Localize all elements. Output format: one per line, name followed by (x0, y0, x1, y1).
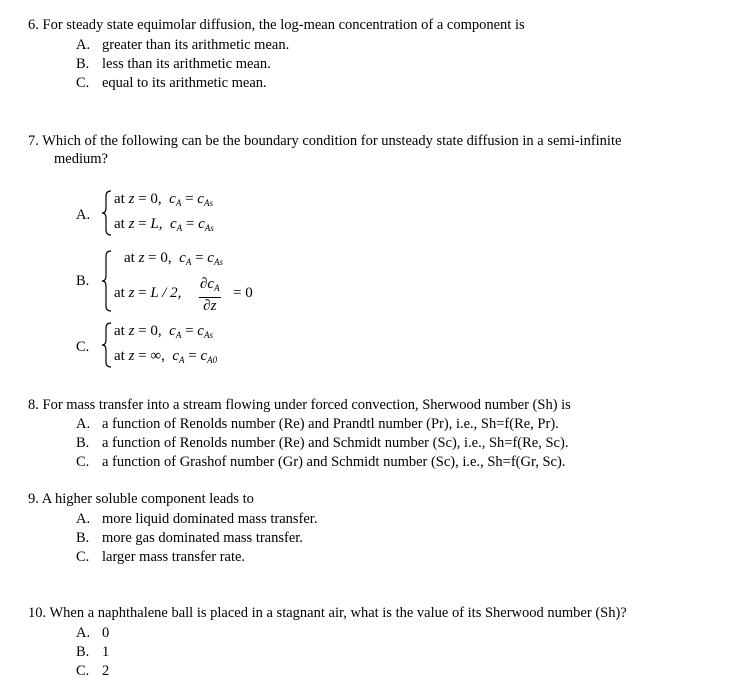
q6-option-a: A. greater than its arithmetic mean. (76, 37, 290, 53)
q10-option-c: C. 2 (76, 663, 110, 679)
q7-option-c-letter: C. (76, 339, 90, 355)
q7-a-line2: at z = L, $c_A = c_{As}$ (114, 216, 214, 233)
q7-b-line1: at z = 0, $c_A = c_{As}$ (124, 250, 223, 267)
q10-option-a: A. 0 (76, 625, 110, 641)
q6-stem: 6. For steady state equimolar diffusion, the log-mean concentration of a component is (28, 17, 525, 33)
q7-b-line2: at z = L / 2, (114, 285, 182, 301)
q8-option-b: B. a function of Renolds number (Re) and Schmidt number (Sc), i.e., Sh=f(Re, Sc). (76, 435, 569, 451)
q7-c-line1: at z = 0, $c_A = c_{As}$ (114, 323, 213, 340)
q7-stem-line2: medium? (54, 151, 108, 167)
q7-option-b-brace (101, 250, 113, 312)
q8-stem: 8. For mass transfer into a stream flowing under forced convection, Sherwood number (Sh) is (28, 397, 571, 413)
q10-stem: 10. When a naphthalene ball is placed in a stagnant air, what is the value of its Sherwood number (Sh)? (28, 605, 627, 621)
q7-stem-line1: 7. Which of the following can be the boundary condition for unsteady state diffusion in a semi-infinite (28, 133, 622, 149)
q7-option-c-brace (101, 322, 113, 368)
q9-option-c: C. larger mass transfer rate. (76, 549, 246, 565)
q7-option-b-letter: B. (76, 273, 90, 289)
q9-option-b: B. more gas dominated mass transfer. (76, 530, 303, 546)
q7-b-equals-zero: = 0 (233, 285, 253, 301)
q8-option-c: C. a function of Grashof number (Gr) and Schmidt number (Sc), i.e., Sh=f(Gr, Sc). (76, 454, 566, 470)
q7-option-a-brace (101, 190, 113, 236)
q9-stem: 9. A higher soluble component leads to (28, 491, 254, 507)
q8-option-a: A. a function of Renolds number (Re) and Prandtl number (Pr), i.e., Sh=f(Re, Pr). (76, 416, 559, 432)
q7-option-a-letter: A. (76, 207, 91, 223)
q7-b-partial-derivative: $\frac{\partial c_A}{\partial z}$ (200, 276, 220, 314)
q7-a-line1: at z = 0, $c_A = c_{As}$ (114, 191, 213, 208)
q6-option-b: B. less than its arithmetic mean. (76, 56, 271, 72)
q9-option-a: A. more liquid dominated mass transfer. (76, 511, 318, 527)
q7-c-line2: at z = ∞, $c_A = c_{A0}$ (114, 348, 218, 365)
q6-option-c: C. equal to its arithmetic mean. (76, 75, 267, 91)
q10-option-b: B. 1 (76, 644, 110, 660)
